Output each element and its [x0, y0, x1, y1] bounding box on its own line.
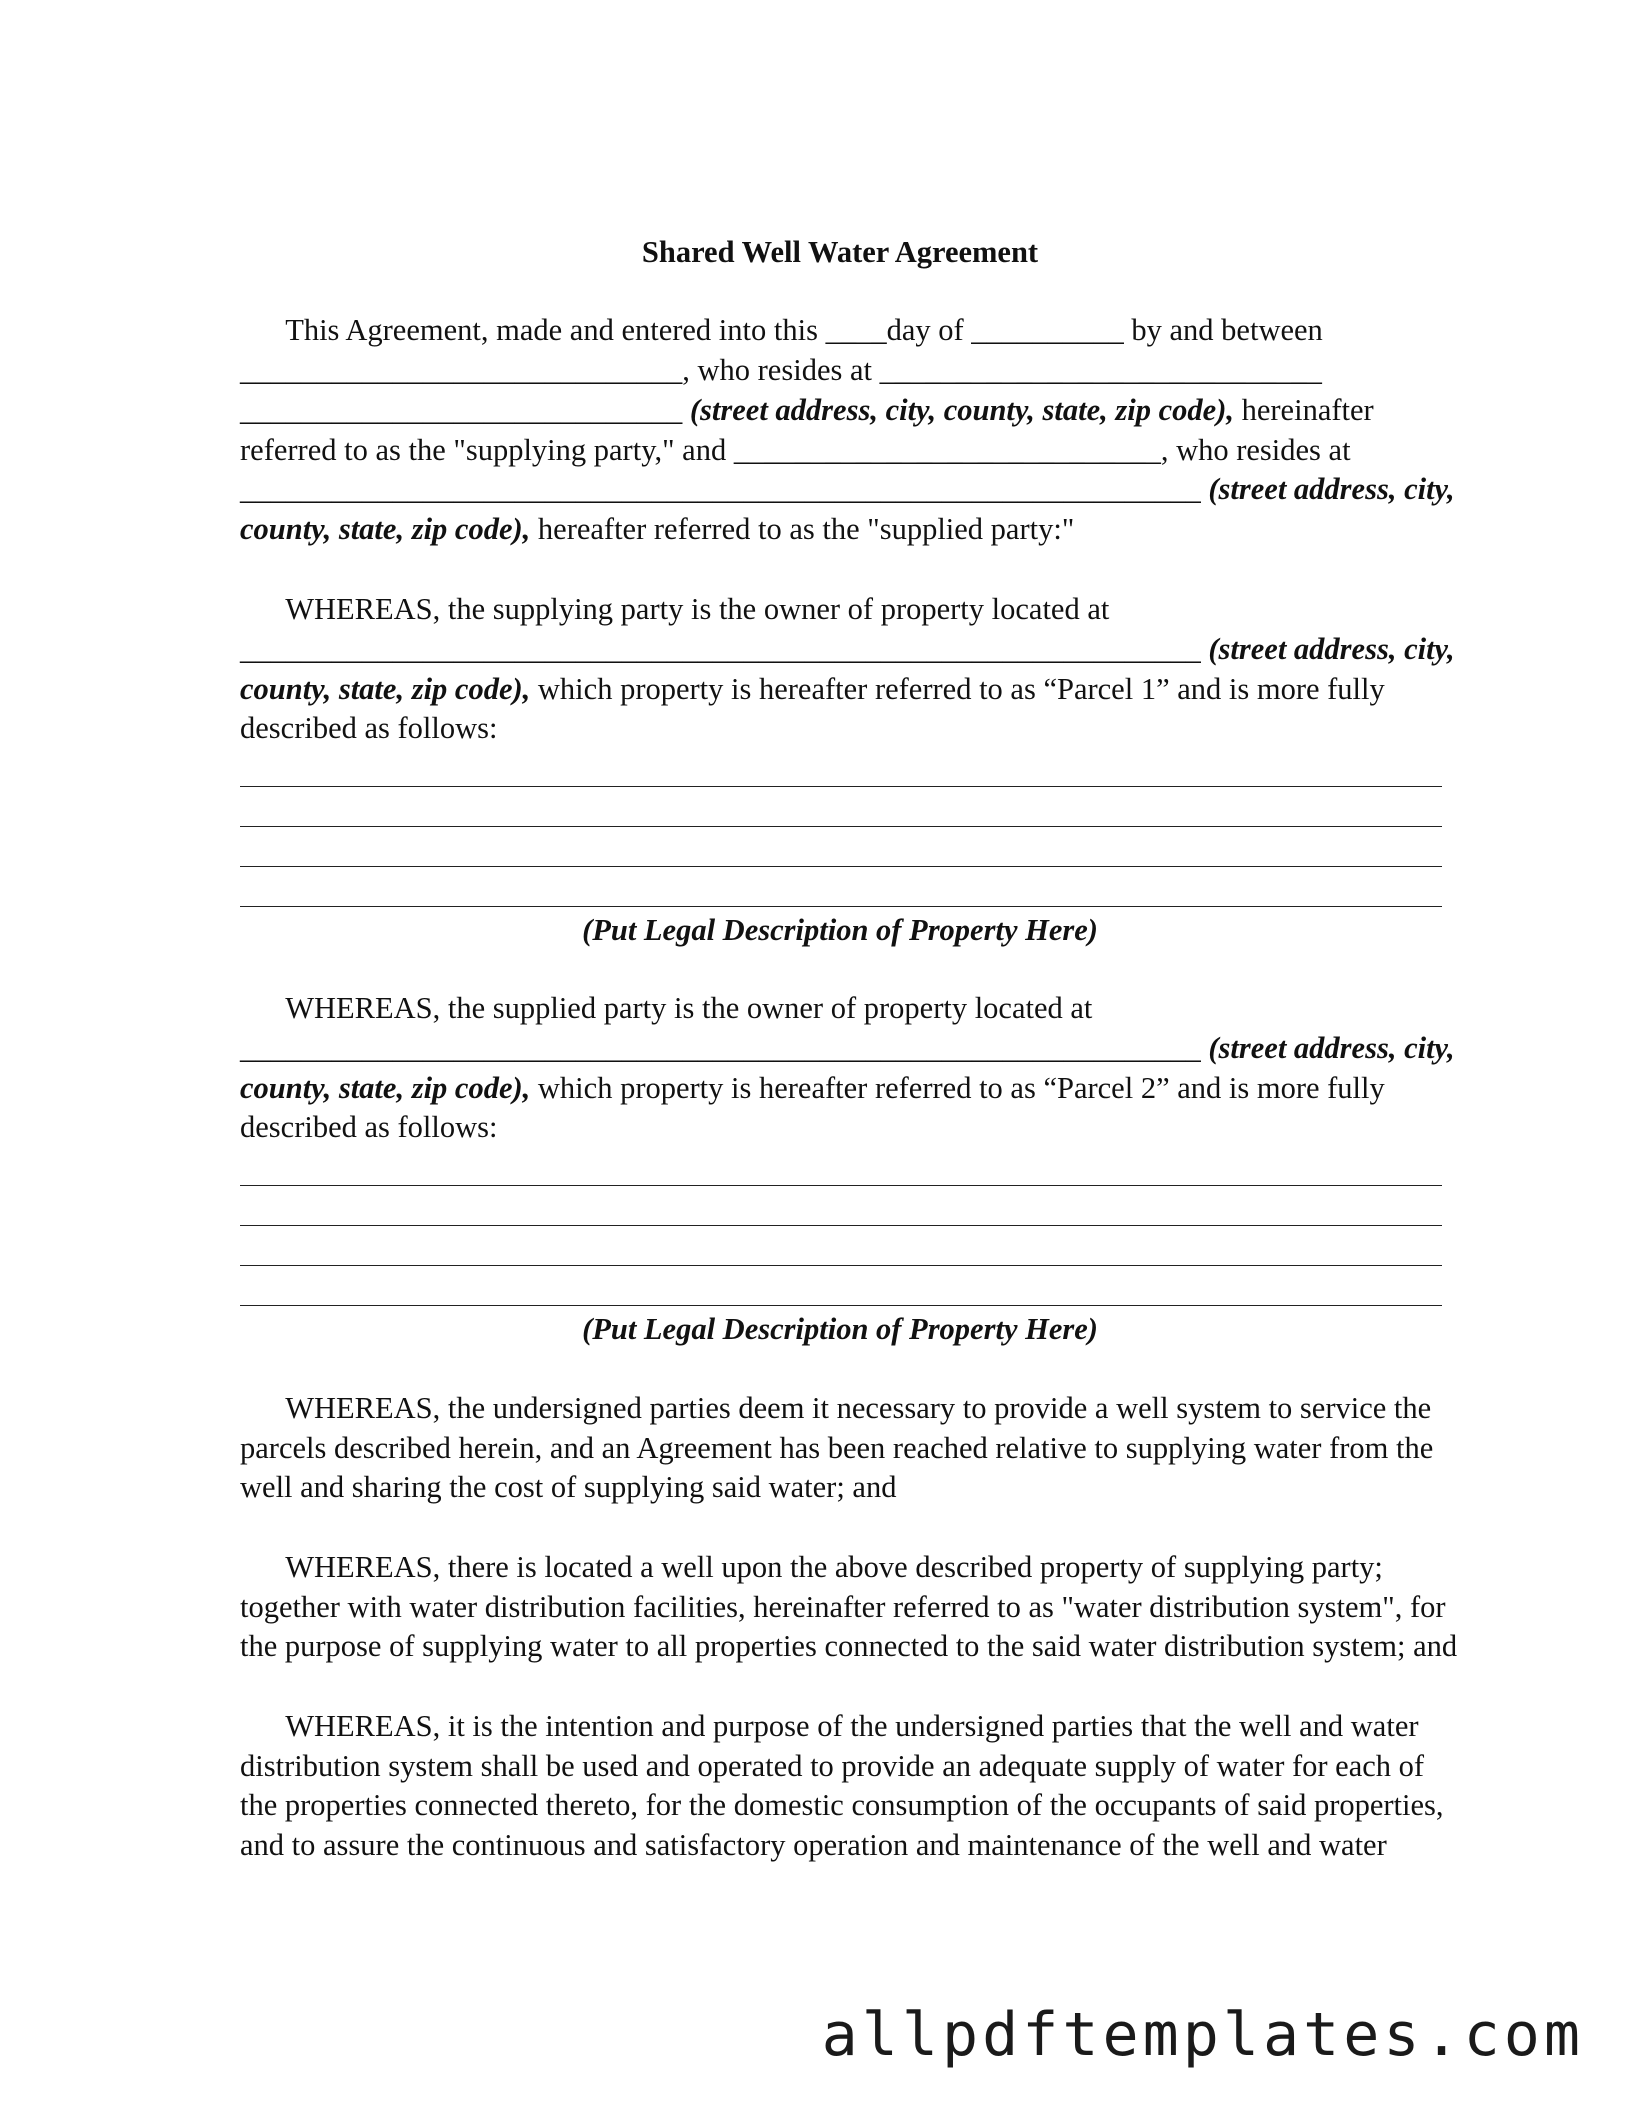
para1-line3-tail: hereinafter — [1233, 393, 1374, 427]
para2-line2 — [240, 631, 1455, 667]
legal-description-blank — [240, 1265, 1442, 1266]
para3-line3-tail: which property is hereafter referred to as “Parcel 2” and is more fully — [530, 1071, 1385, 1105]
legal-description-blank — [240, 1225, 1442, 1226]
legal-description-blank — [240, 826, 1442, 827]
para5-line1: WHEREAS, there is located a well upon the above described property of supplying party; — [240, 1550, 1383, 1584]
address-hint: county, state, zip code), — [240, 512, 531, 546]
para6-line4: and to assure the continuous and satisfactory operation and maintenance of the well and water — [240, 1828, 1387, 1862]
para3-line3 — [240, 1070, 1385, 1106]
address-hint: (street address, city, — [1208, 472, 1455, 506]
para5-line2: together with water distribution facilities, hereinafter referred to as "water distribution system", for — [240, 1590, 1446, 1624]
para3-line2 — [240, 1030, 1455, 1066]
para1-line5 — [240, 471, 1455, 507]
address-hint: (street address, city, county, state, zip code), — [689, 393, 1234, 427]
address-hint: county, state, zip code), — [240, 672, 531, 706]
document-title: Shared Well Water Agreement — [641, 235, 1039, 269]
address-hint: (street address, city, — [1208, 1031, 1455, 1065]
para1-line4: referred to as the "supplying party," and ____________________________, who resides at — [240, 433, 1351, 467]
para1-line1: This Agreement, made and entered into this ____day of __________ by and between — [240, 313, 1323, 347]
para4-line3: well and sharing the cost of supplying said water; and — [240, 1470, 897, 1504]
supplied-address-blank: _______________________________________________________________ — [240, 472, 1209, 506]
para1-line6 — [240, 511, 1074, 547]
watermark: allpdftemplates.com — [821, 2000, 1584, 2070]
para3-line1: WHEREAS, the supplied party is the owner of property located at — [240, 991, 1093, 1025]
parcel1-address-blank: _______________________________________________________________ — [240, 632, 1209, 666]
legal-description-blank — [240, 786, 1442, 787]
para2-line4: described as follows: — [240, 711, 498, 745]
parcel2-address-blank: _______________________________________________________________ — [240, 1031, 1209, 1065]
para6-line3: the properties connected thereto, for the domestic consumption of the occupants of said properties, — [240, 1788, 1444, 1822]
para2-line3 — [240, 671, 1385, 707]
para2-line1: WHEREAS, the supplying party is the owner of property located at — [240, 592, 1110, 626]
para2-line3-tail: which property is hereafter referred to as “Parcel 1” and is more fully — [530, 672, 1385, 706]
para1-line3 — [240, 392, 1374, 428]
legal-description-caption: (Put Legal Description of Property Here) — [582, 1312, 1098, 1346]
legal-description-caption: (Put Legal Description of Property Here) — [582, 913, 1098, 947]
legal-description-blank — [240, 906, 1442, 907]
legal-description-blank — [240, 1185, 1442, 1186]
para3-line4: described as follows: — [240, 1110, 498, 1144]
address-hint: (street address, city, — [1208, 632, 1455, 666]
para4-line2: parcels described herein, and an Agreement has been reached relative to supplying water from the — [240, 1431, 1434, 1465]
para5-line3: the purpose of supplying water to all properties connected to the said water distribution system; and — [240, 1629, 1458, 1663]
legal-description-blank — [240, 1305, 1442, 1306]
para4-line1: WHEREAS, the undersigned parties deem it necessary to provide a well system to service the — [240, 1391, 1432, 1425]
para6-line2: distribution system shall be used and operated to provide an adequate supply of water for each of — [240, 1749, 1425, 1783]
legal-description-blank — [240, 866, 1442, 867]
para6-line1: WHEREAS, it is the intention and purpose of the undersigned parties that the well and water — [240, 1709, 1419, 1743]
address-hint: county, state, zip code), — [240, 1071, 531, 1105]
party-address-blank: _____________________________ — [240, 393, 690, 427]
para1-line6-tail: hereafter referred to as the "supplied party:" — [530, 512, 1075, 546]
para1-line2: _____________________________, who resides at _____________________________ — [240, 353, 1322, 387]
